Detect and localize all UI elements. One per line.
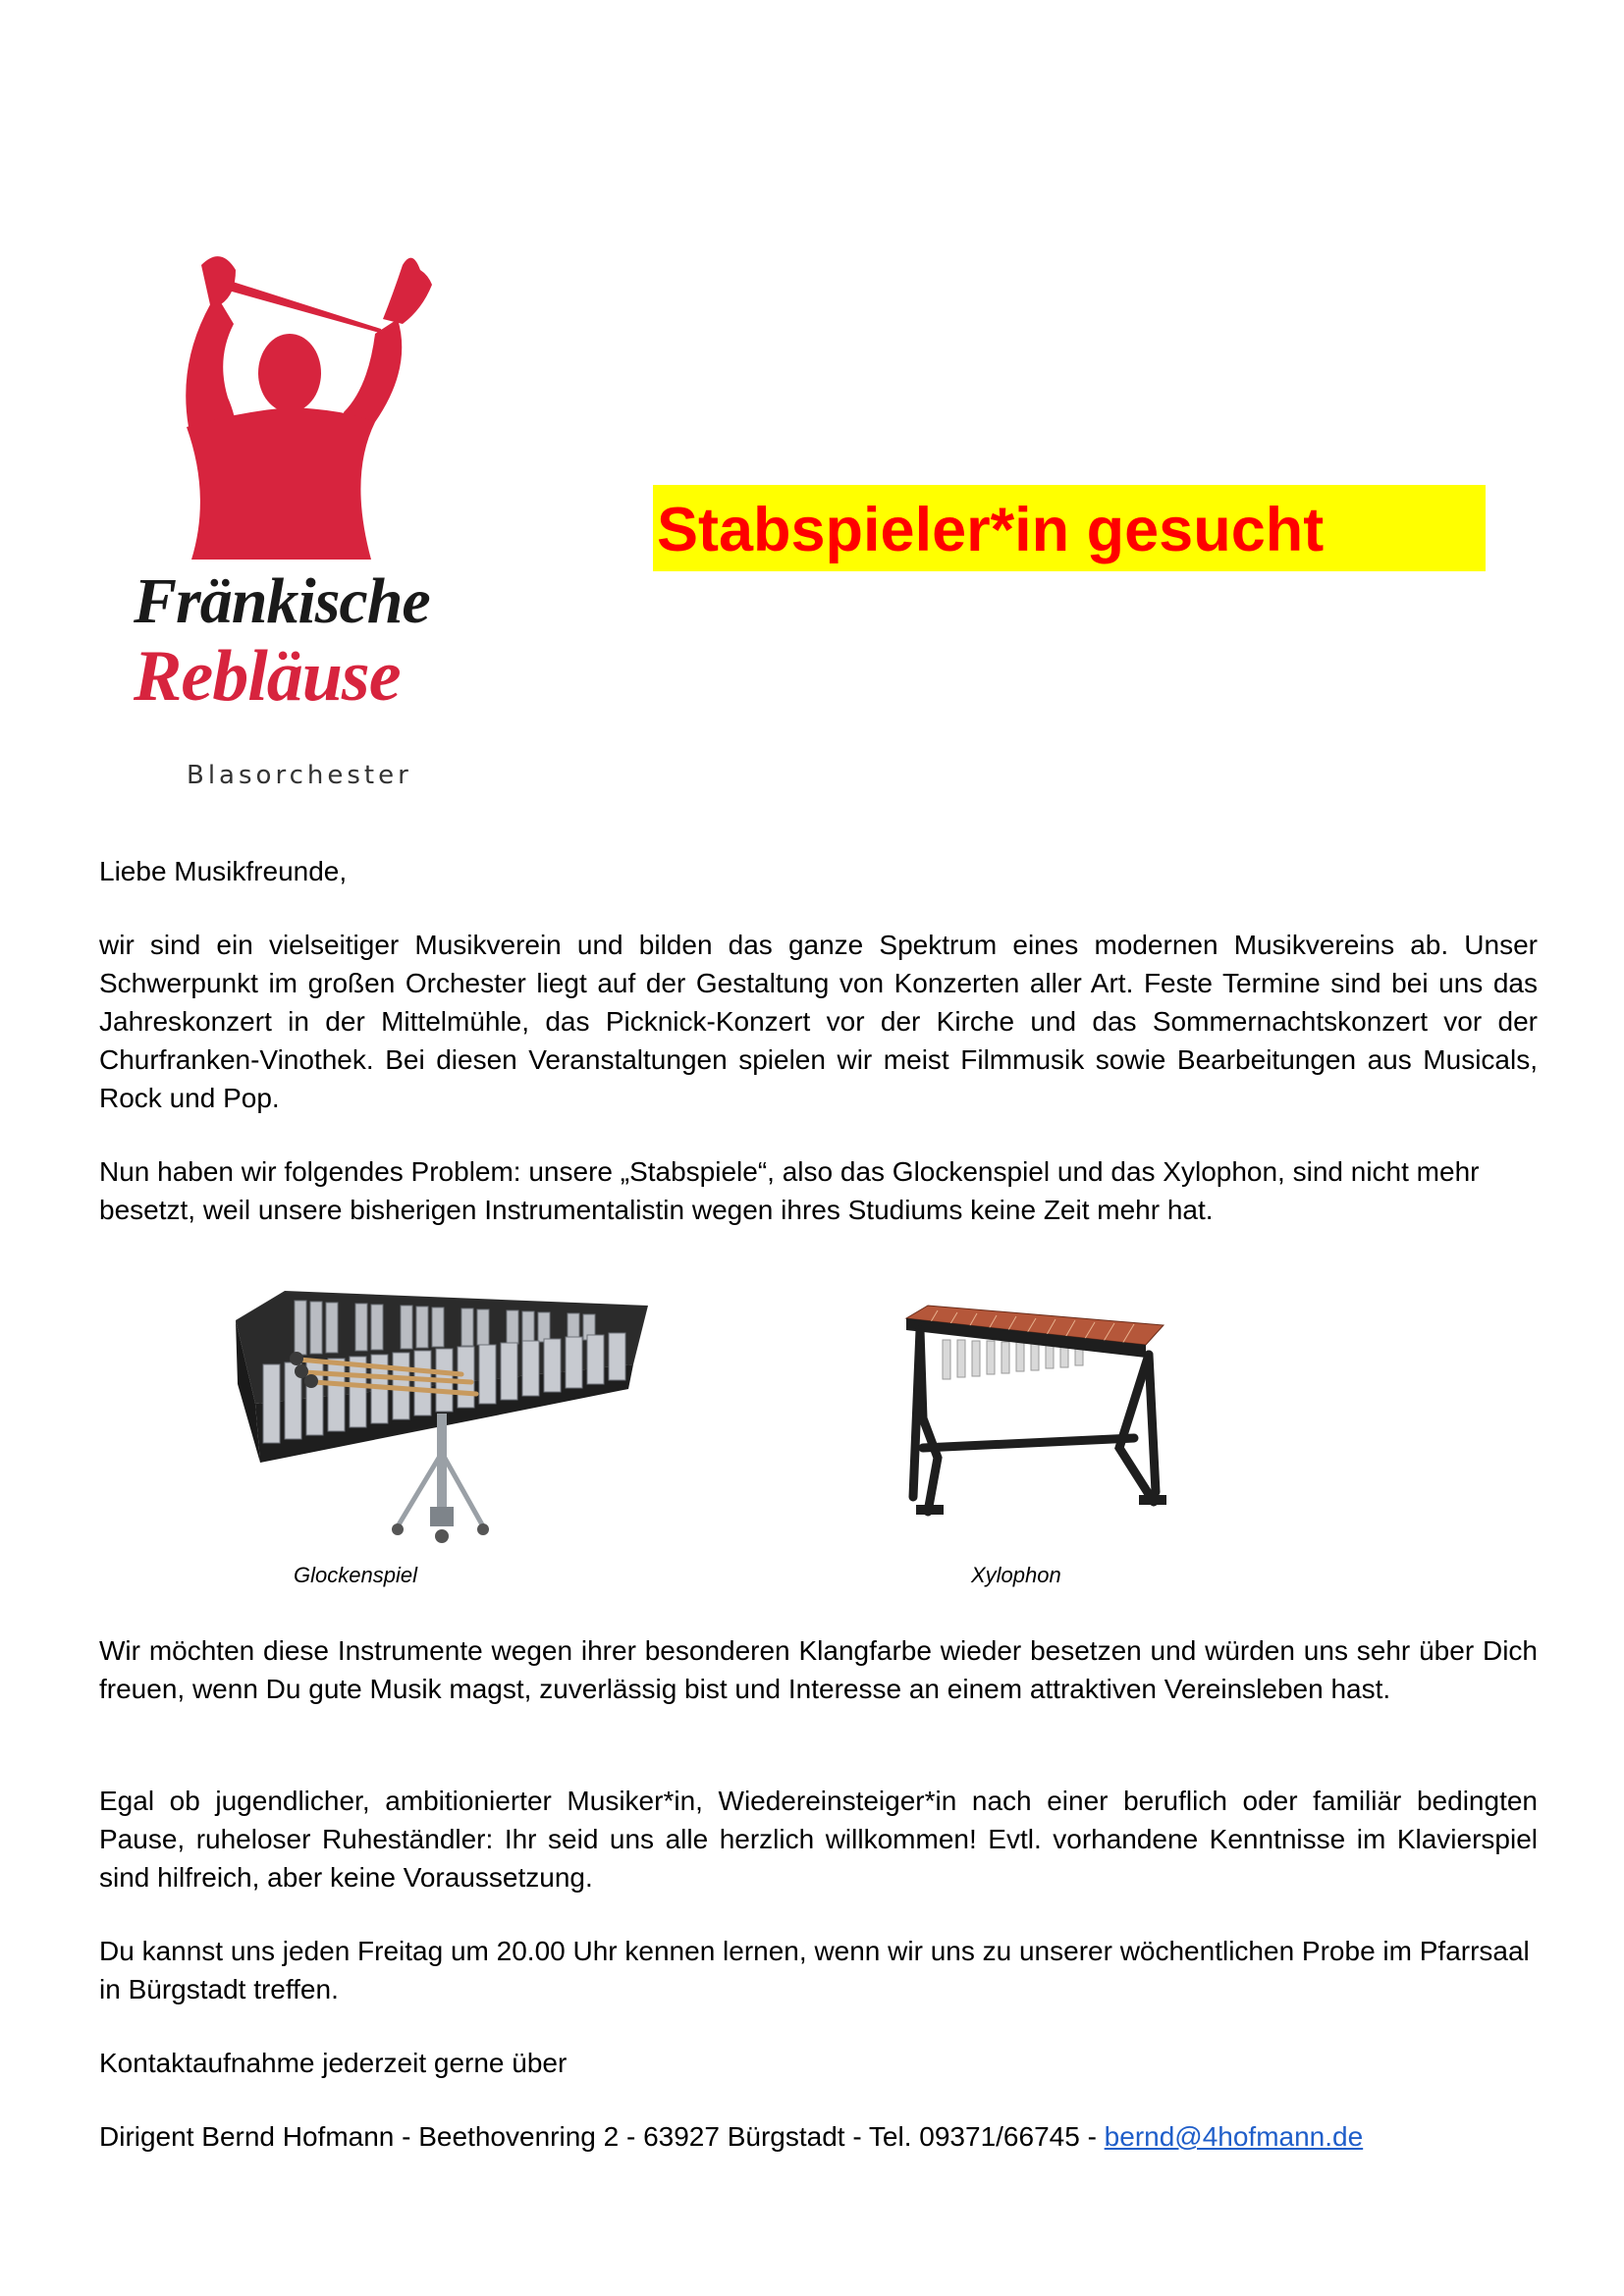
paragraph-rehearsal: Du kannst uns jeden Freitag um 20.00 Uhr kennen lernen, wenn wir uns zu unserer wöchentlichen Probe im Pfarrsaal in Bürgstadt treffen. — [99, 1936, 1530, 2004]
contact-line — [99, 2117, 1538, 2156]
logo-wordmark-line1: Fränkische — [134, 565, 430, 637]
greeting: Liebe Musikfreunde, — [99, 856, 348, 886]
headline: Stabspieler*in gesucht — [657, 496, 1325, 564]
paragraph-intro: wir sind ein vielseitiger Musikverein und bilden das ganze Spektrum eines modernen Musikvereins ab. Unser Schwerpunkt im großen Orchester liegt auf der Gestaltung von Konzerten aller Art. Feste Termine sind bei uns das Jahreskonzert in der Mittelmühle, das Picknick-Konzert vor der Kirche und das Sommernachtskonzert vor der Churfranken-Vinothek. Bei diesen Veranstaltungen spielen wir meist Filmmusik sowie Bearbeitungen aus Musicals, Rock und Pop. — [99, 930, 1538, 1113]
caption-xylophon: Xylophon — [971, 1563, 1061, 1587]
logo-subtitle: Blasorchester — [187, 761, 412, 790]
paragraph-wish: Wir möchten diese Instrumente wegen ihrer besonderen Klangfarbe wieder besetzen und würden uns sehr über Dich freuen, wenn Du gute Musik magst, zuverlässig bist und Interesse an einem attraktiven Vereinsleben hast. — [99, 1635, 1538, 1704]
glockenspiel-image — [226, 1256, 658, 1551]
xylophon-image — [898, 1301, 1173, 1522]
paragraph-problem: Nun haben wir folgendes Problem: unsere „Stabspiele“, also das Glockenspiel und das Xylophon, sind nicht mehr besetzt, weil unsere bisherigen Instrumentalistin wegen ihres Studiums keine Zeit mehr hat. — [99, 1156, 1480, 1225]
paragraph-contact-intro: Kontaktaufnahme jederzeit gerne über — [99, 2048, 568, 2078]
caption-glockenspiel: Glockenspiel — [294, 1563, 417, 1587]
email-link[interactable]: bernd@4hofmann.de — [1104, 2121, 1364, 2152]
logo-wordmark-line2: Rebläuse — [134, 636, 401, 717]
conductor-figure-icon — [118, 240, 491, 564]
contact-address: Dirigent Bernd Hofmann - Beethovenring 2 - 63927 Bürgstadt - Tel. 09371/66745 - — [99, 2121, 1105, 2152]
logo — [118, 240, 491, 800]
paragraph-welcome: Egal ob jugendlicher, ambitionierter Musiker*in, Wiedereinsteiger*in nach einer beruflich oder familiär bedingten Pause, ruheloser Ruheständler: Ihr seid uns alle herzlich willkommen! Evtl. vorhandene Kenntnisse im Klavierspiel sind hilfreich, aber keine Voraussetzung. — [99, 1786, 1538, 1893]
headline-highlight — [653, 485, 1486, 571]
